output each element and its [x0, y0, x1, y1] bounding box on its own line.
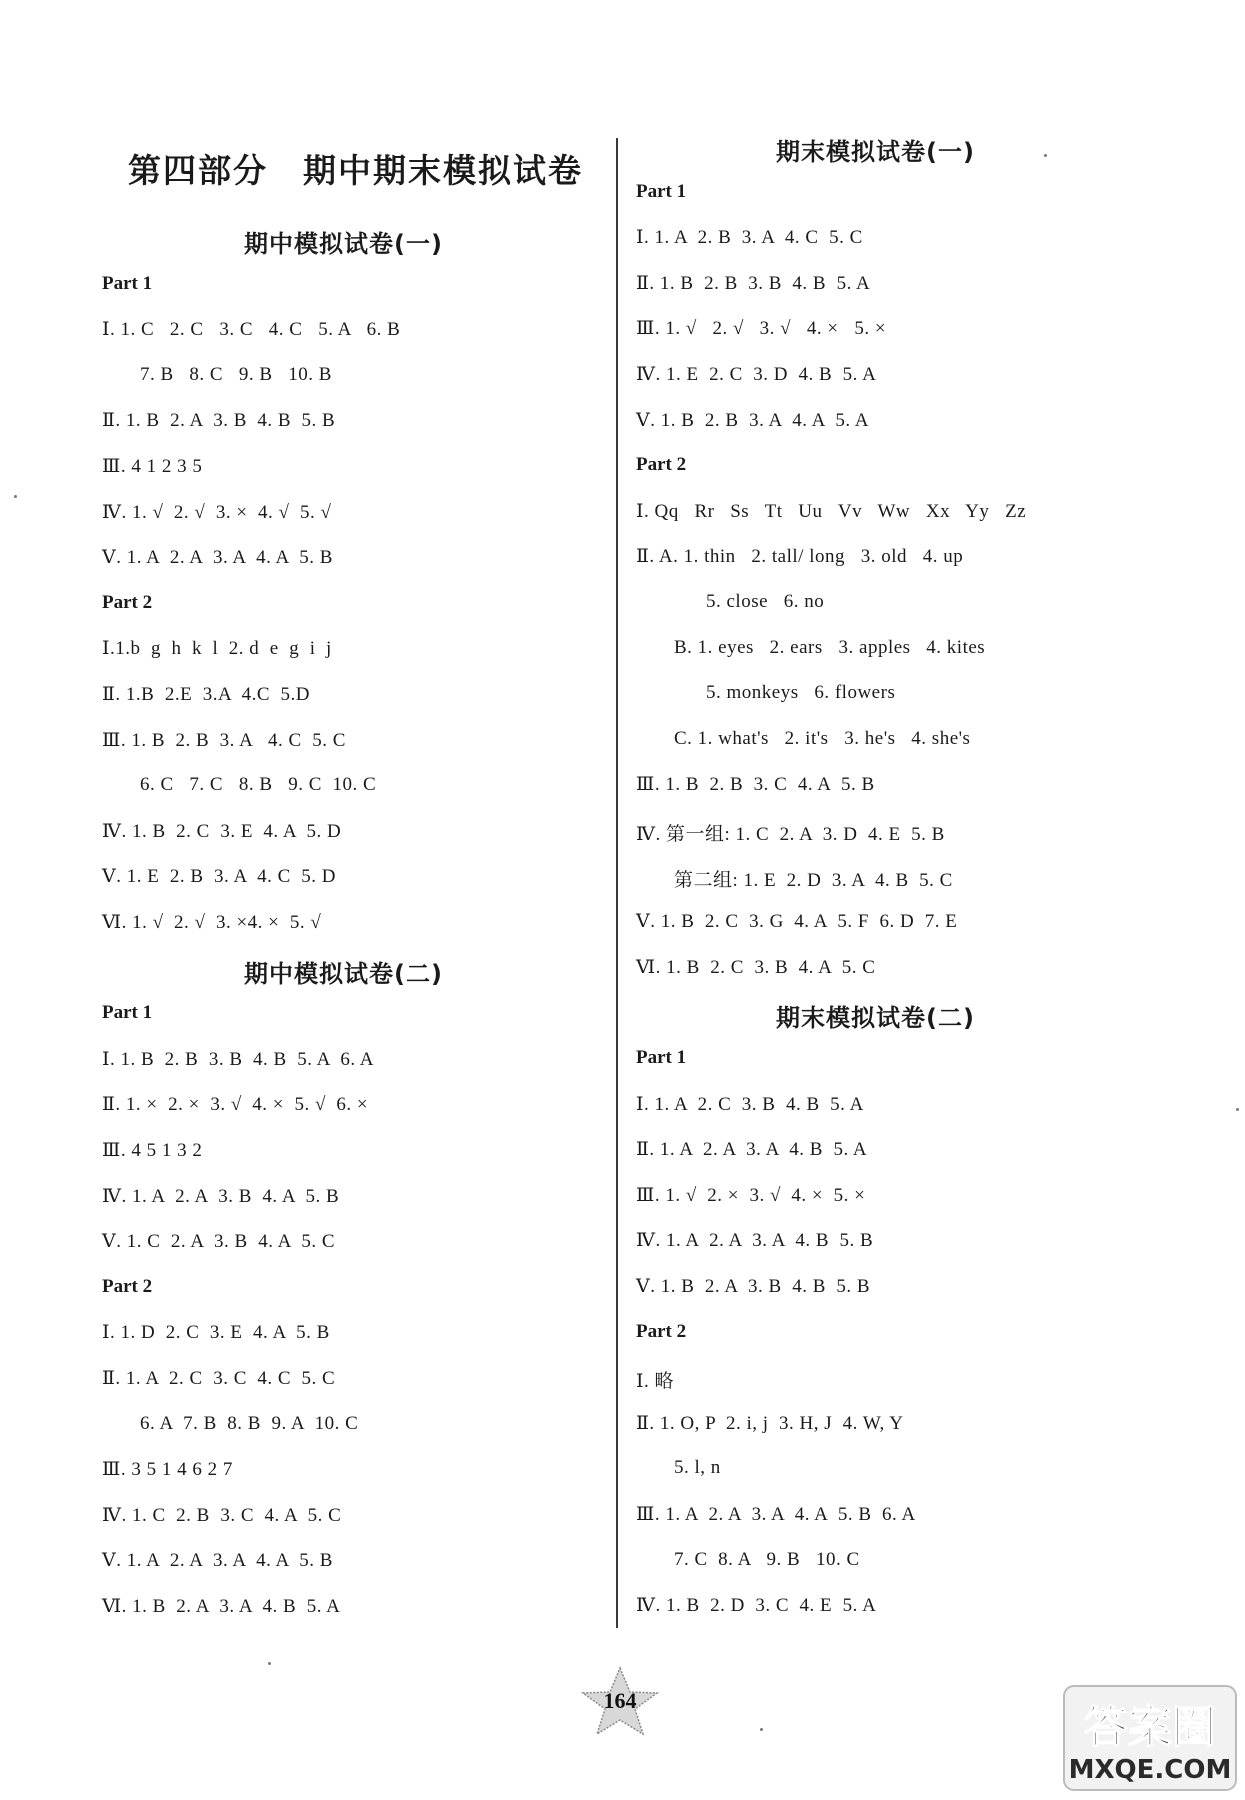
answer-line: 5. close 6. no [706, 591, 825, 612]
answer-line: Ⅱ. 1. B 2. A 3. B 4. B 5. B [102, 410, 336, 432]
section-title: 期中模拟试卷(一) [244, 230, 443, 258]
svg-text:答案圈: 答案圈 [1084, 1702, 1216, 1753]
answer-line: Ⅴ. 1. A 2. A 3. A 4. A 5. B [102, 1550, 333, 1572]
answer-line: 6. A 7. B 8. B 9. A 10. C [140, 1412, 359, 1434]
answer-line: Ⅲ. 1. B 2. B 3. A 4. C 5. C [102, 729, 346, 751]
part-label: Part 1 [636, 1047, 687, 1068]
part-label: Part 2 [636, 454, 687, 476]
answer-line: Ⅳ. 1. C 2. B 3. C 4. A 5. C [102, 1504, 342, 1526]
answer-line: 第二组: 1. E 2. D 3. A 4. B 5. C [674, 869, 953, 891]
answer-line: Ⅳ. 1. E 2. C 3. D 4. B 5. A [636, 364, 877, 385]
scan-speck [1044, 154, 1047, 157]
answer-line: Ⅲ. 1. B 2. B 3. C 4. A 5. B [636, 774, 875, 796]
answer-line: Ⅰ. 1. D 2. C 3. E 4. A 5. B [102, 1322, 330, 1344]
answer-line: Ⅱ. 1.B 2.E 3.A 4.C 5.D [102, 684, 311, 705]
answer-line: Ⅲ. 4 1 2 3 5 [102, 456, 203, 477]
section-title: 期末模拟试卷(二) [776, 1004, 975, 1033]
answer-line: Ⅲ. 1. √ 2. × 3. √ 4. × 5. × [636, 1184, 866, 1206]
answer-line: Ⅰ.1.b g h k l 2. d e g i j [102, 638, 332, 660]
page-number: 164 [603, 1688, 637, 1713]
answer-line: Ⅴ. 1. E 2. B 3. A 4. C 5. D [102, 866, 337, 888]
answer-line: Ⅰ. 略 [636, 1371, 675, 1393]
answer-line: Ⅳ. 1. B 2. C 3. E 4. A 5. D [102, 820, 342, 842]
answer-line: Ⅵ. 1. B 2. C 3. B 4. A 5. C [636, 956, 876, 978]
answer-line: C. 1. what's 2. it's 3. he's 4. she's [674, 727, 971, 749]
page-title: 第四部分 期中期末模拟试卷 [128, 151, 583, 190]
answer-line: Ⅲ. 1. A 2. A 3. A 4. A 5. B 6. A [636, 1504, 916, 1525]
part-label: Part 2 [636, 1320, 687, 1342]
part-label: Part 2 [102, 591, 153, 613]
column-divider [616, 138, 618, 1628]
answer-line: Ⅱ. 1. O, P 2. i, j 3. H, J 4. W, Y [636, 1412, 904, 1434]
answer-line: Ⅴ. 1. C 2. A 3. B 4. A 5. C [102, 1231, 335, 1253]
answer-line: Ⅳ. 1. √ 2. √ 3. × 4. √ 5. √ [102, 501, 332, 523]
answer-line: Ⅰ. 1. C 2. C 3. C 4. C 5. A 6. B [102, 319, 401, 341]
scan-speck [268, 1662, 271, 1665]
answer-line: Ⅰ. 1. B 2. B 3. B 4. B 5. A 6. A [102, 1048, 374, 1070]
answer-line: 7. C 8. A 9. B 10. C [674, 1548, 860, 1570]
svg-text:MXQE.COM: MXQE.COM [1068, 1755, 1232, 1785]
page-number-badge [580, 1666, 660, 1736]
answer-line: Ⅰ. 1. A 2. C 3. B 4. B 5. A [636, 1093, 864, 1115]
scan-speck [760, 1728, 763, 1731]
watermark-logo [1060, 1680, 1240, 1795]
answer-line: Ⅱ. 1. A 2. A 3. A 4. B 5. A [636, 1139, 868, 1161]
answer-line: 5. monkeys 6. flowers [706, 682, 896, 704]
answer-line: Ⅳ. 第一组: 1. C 2. A 3. D 4. E 5. B [636, 824, 945, 845]
answer-line: 6. C 7. C 8. B 9. C 10. C [140, 774, 377, 796]
section-title: 期中模拟试卷(二) [244, 959, 443, 988]
answer-line: Ⅲ. 3 5 1 4 6 2 7 [102, 1459, 233, 1481]
answer-line: Ⅱ. 1. × 2. × 3. √ 4. × 5. √ 6. × [102, 1094, 369, 1116]
answer-line: Ⅴ. 1. B 2. B 3. A 4. A 5. A [636, 409, 869, 431]
answer-line: Ⅰ. 1. A 2. B 3. A 4. C 5. C [636, 227, 863, 249]
answer-line: Ⅱ. A. 1. thin 2. tall/ long 3. old 4. up [636, 546, 964, 568]
answer-line: Ⅲ. 4 5 1 3 2 [102, 1140, 203, 1161]
scan-speck [1236, 1108, 1239, 1111]
answer-line: Ⅱ. 1. B 2. B 3. B 4. B 5. A [636, 272, 871, 294]
part-label: Part 1 [102, 272, 153, 294]
answer-line: Ⅰ. Qq Rr Ss Tt Uu Vv Ww Xx Yy Zz [636, 500, 1027, 522]
answer-line: Ⅵ. 1. √ 2. √ 3. ×4. × 5. √ [102, 912, 322, 933]
answer-line: Ⅴ. 1. B 2. C 3. G 4. A 5. F 6. D 7. E [636, 911, 958, 933]
section-title: 期末模拟试卷(一) [776, 138, 975, 166]
part-label: Part 2 [102, 1275, 153, 1297]
answer-line: 7. B 8. C 9. B 10. B [140, 363, 332, 385]
answer-line: Ⅲ. 1. √ 2. √ 3. √ 4. × 5. × [636, 318, 887, 340]
answer-line: Ⅵ. 1. B 2. A 3. A 4. B 5. A [102, 1596, 341, 1617]
answer-line: Ⅳ. 1. A 2. A 3. B 4. A 5. B [102, 1185, 340, 1207]
part-label: Part 1 [636, 180, 687, 202]
answer-line: B. 1. eyes 2. ears 3. apples 4. kites [674, 636, 986, 658]
answer-line: Ⅴ. 1. B 2. A 3. B 4. B 5. B [636, 1276, 871, 1297]
part-label: Part 1 [102, 1002, 153, 1024]
answer-line: 5. l, n [674, 1457, 721, 1479]
answer-line: Ⅳ. 1. B 2. D 3. C 4. E 5. A [636, 1595, 877, 1617]
answer-line: Ⅴ. 1. A 2. A 3. A 4. A 5. B [102, 547, 333, 569]
answer-line: Ⅱ. 1. A 2. C 3. C 4. C 5. C [102, 1368, 336, 1389]
answer-line: Ⅳ. 1. A 2. A 3. A 4. B 5. B [636, 1230, 874, 1252]
scan-speck [14, 495, 17, 498]
